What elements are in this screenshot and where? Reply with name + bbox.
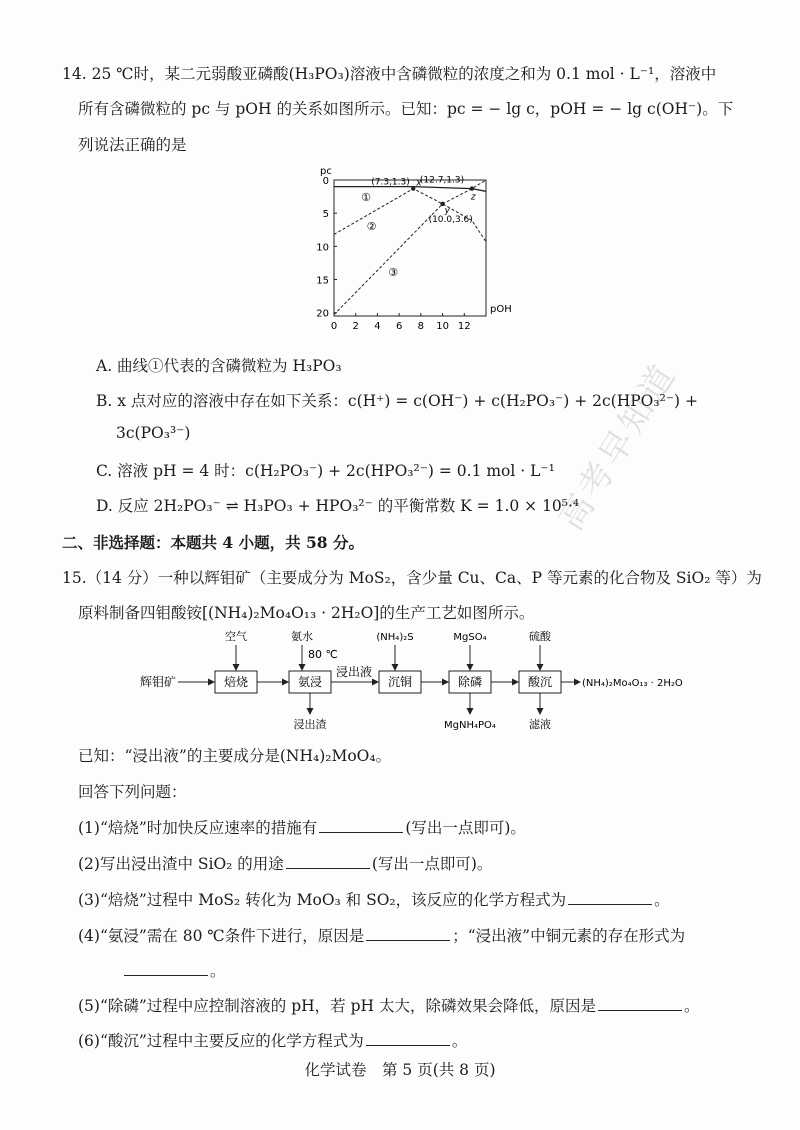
q15-subq-1-text: (1)“焙烧”时加快反应速率的措施有 [78, 819, 318, 837]
q15-subq-5-tail: 。 [683, 997, 700, 1015]
point-z [470, 186, 474, 190]
flow-input-ammonia: 氨水 [291, 630, 313, 643]
flow-step-ammonia-leach: 氨浸 [297, 675, 323, 689]
series-label-1: ① [361, 191, 372, 205]
q15-subq-5 [78, 994, 699, 1016]
flow-step-acid: 酸沉 [527, 675, 553, 689]
q15-subq-4 [78, 924, 685, 946]
flow-input-mgso4: MgSO₄ [453, 632, 487, 643]
point-coord-x: (7.3,1.3) [371, 177, 410, 188]
x-tick-label: 8 [417, 321, 425, 332]
page-footer: 化学试卷 第 5 页(共 8 页) [304, 1061, 496, 1079]
q14-option-a: A. 曲线①代表的含磷微粒为 H₃PO₃ [96, 357, 342, 375]
y-axis-label: pc [320, 166, 332, 177]
flow-output-filtrate: 滤液 [529, 718, 551, 731]
x-tick-label: 4 [374, 321, 381, 332]
x-tick-label: 0 [330, 321, 338, 332]
flow-temp: 80 ℃ [308, 648, 338, 661]
watermark-stamp: 高考早知道 [550, 355, 686, 538]
flow-output-mgnh4po4: MgNH₄PO₄ [444, 720, 496, 731]
x-tick-label: 6 [395, 321, 403, 332]
q14-option-b-line2: 3c(PO₃³⁻) [116, 424, 191, 442]
y-tick-label: 20 [316, 308, 329, 320]
answer-blank[interactable] [319, 818, 403, 833]
flow-step-phosphorus: 除磷 [457, 675, 483, 689]
point-coord-z: (12.7,1.3) [419, 175, 465, 186]
section-heading: 二、非选择题：本题共 4 小题，共 58 分。 [62, 533, 364, 552]
series-label-2: ② [366, 219, 377, 233]
x-tick-label: 12 [457, 321, 471, 332]
q15-answer-prompt: 回答下列问题： [78, 783, 187, 801]
point-name-y: y [444, 205, 450, 216]
q15-subq-6-tail: 。 [451, 1032, 468, 1050]
q15-subq-2 [78, 852, 492, 874]
point-x [411, 186, 415, 190]
q15-subq-1-tail: (写出一点即可)。 [405, 819, 526, 837]
q14-option-d: D. 反应 2H₂PO₃⁻ ⇌ H₃PO₃ + HPO₃²⁻ 的平衡常数 K = 1.0 × 10⁵·⁴ [96, 497, 580, 515]
series-label-3: ③ [388, 266, 399, 280]
x-tick-label: 10 [436, 321, 449, 332]
y-tick-label: 5 [322, 209, 329, 221]
q15-subq-4-tail: 。 [210, 962, 226, 980]
answer-blank[interactable] [124, 961, 208, 976]
q15-subq-4-text: (4)“氨浸”需在 80 ℃条件下进行，原因是 [78, 927, 365, 945]
q15-subq-5-text: (5)“除磷”过程中应控制溶液的 pH，若 pH 太大，除磷效果会降低，原因是 [78, 997, 596, 1015]
flow-mid-label: 浸出液 [335, 665, 373, 679]
q15-subq-4-mid: ；“浸出液”中铜元素的存在形式为 [452, 927, 686, 945]
answer-blank[interactable] [366, 926, 450, 941]
q15-known: 已知：“浸出液”的主要成分是(NH₄)₂MoO₄。 [78, 747, 392, 765]
x-axis-label: pOH [490, 304, 512, 315]
y-tick-label: 15 [316, 275, 329, 287]
answer-blank[interactable] [598, 996, 682, 1011]
q15-subq-2-tail: (写出一点即可)。 [371, 855, 493, 873]
q15-stem-line1: 15.（14 分）一种以辉钼矿（主要成分为 MoS₂，含少量 Cu、Ca、P 等元素的化合物及 SiO₂ 等）为 [62, 569, 762, 587]
point-name-z: z [470, 192, 476, 203]
process-flowchart [140, 628, 720, 738]
q15-subq-3-tail: 。 [654, 891, 670, 909]
flow-input-air: 空气 [225, 630, 247, 643]
pc-poh-chart [300, 160, 530, 340]
flow-step-roast: 焙烧 [223, 675, 249, 689]
q15-subq-6-text: (6)“酸沉”过程中主要反应的化学方程式为 [78, 1032, 364, 1050]
series-line-3 [334, 177, 486, 315]
answer-blank[interactable] [286, 854, 370, 869]
flow-product: (NH₄)₂Mo₄O₁₃ · 2H₂O [582, 678, 683, 689]
q14-option-c: C. 溶液 pH = 4 时：c(H₂PO₃⁻) + 2c(HPO₃²⁻) = 0.1 mol · L⁻¹ [96, 462, 555, 480]
q14-stem-line1: 14. 25 ℃时，某二元弱酸亚磷酸(H₃PO₃)溶液中含磷微粒的浓度之和为 0.1 mol · L⁻¹，溶液中 [62, 65, 717, 83]
q15-subq-4-line2 [122, 959, 226, 981]
y-tick-label: 0 [322, 176, 329, 187]
q14-stem-line3: 列说法正确的是 [78, 136, 187, 154]
y-tick-label: 10 [316, 242, 329, 254]
q15-subq-3 [78, 888, 670, 910]
flow-input-acid: 硫酸 [529, 630, 551, 643]
q15-stem-line2: 原料制备四钼酸铵[(NH₄)₂Mo₄O₁₃ · 2H₂O]的生产工艺如图所示。 [78, 604, 535, 622]
answer-blank[interactable] [366, 1031, 450, 1046]
q14-option-b-line1: B. x 点对应的溶液中存在如下关系：c(H⁺) = c(OH⁻) + c(H₂PO₃⁻) + 2c(HPO₃²⁻) + [96, 392, 698, 410]
q15-subq-6 [78, 1029, 467, 1051]
x-tick-label: 2 [352, 321, 359, 332]
point-name-x: x [416, 178, 422, 189]
q15-subq-3-text: (3)“焙烧”过程中 MoS₂ 转化为 MoO₃ 和 SO₂，该反应的化学方程式为 [78, 891, 567, 909]
flow-output-residue: 浸出渣 [293, 718, 327, 731]
q15-subq-2-text: (2)写出浸出渣中 SiO₂ 的用途 [78, 855, 284, 873]
q14-stem-line2: 所有含磷微粒的 pc 与 pOH 的关系如图所示。已知：pc = − lg c，pOH = − lg c(OH⁻)。下 [78, 100, 734, 118]
answer-blank[interactable] [568, 890, 652, 905]
point-coord-y: (10.0,3.6) [428, 214, 473, 225]
flow-step-copper: 沉铜 [387, 675, 413, 689]
q15-subq-1 [78, 816, 526, 838]
flow-start: 辉钼矿 [140, 675, 177, 689]
flow-input-sulfide: (NH₄)₂S [376, 632, 414, 643]
plot-frame [334, 177, 486, 316]
